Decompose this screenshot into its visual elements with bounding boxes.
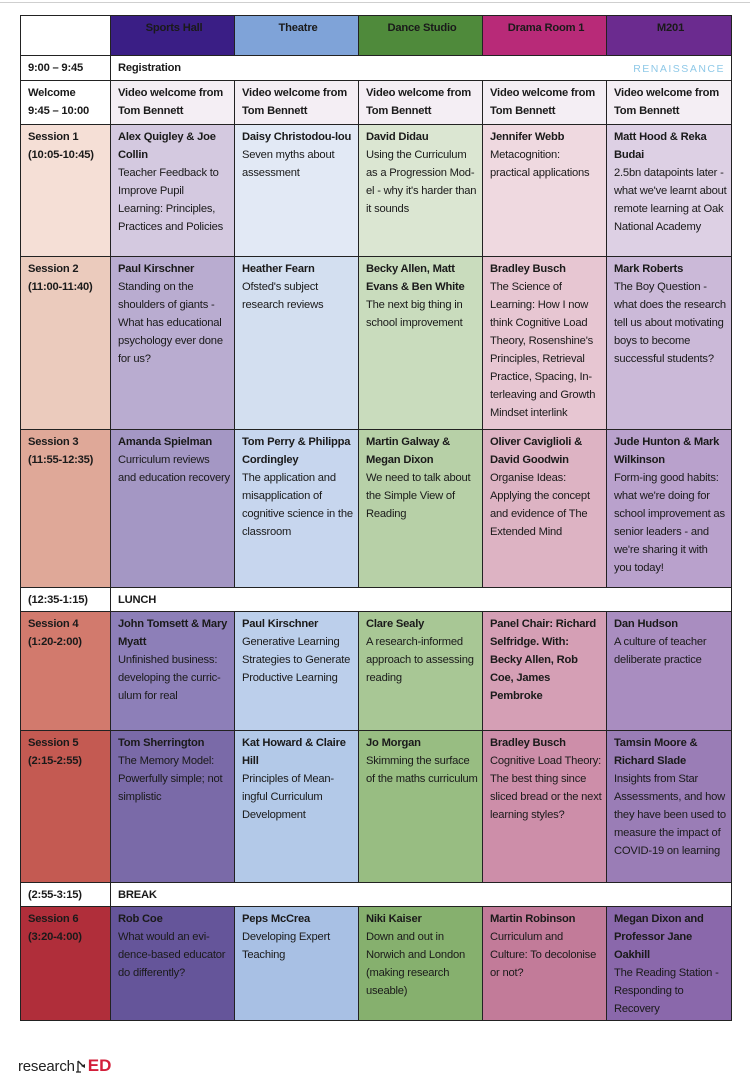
talk-title: Organise Ideas: Applying the concept and evidence of The Extended Mind — [490, 472, 590, 538]
session-2-time: (11:00-11:40) — [28, 281, 93, 293]
registration-label-cell — [111, 56, 732, 81]
speaker-name: Niki Kaiser — [366, 913, 422, 925]
talk-title: Skimming the surface of the maths curriculum — [366, 755, 478, 785]
speaker-name: Jennifer Webb — [490, 131, 565, 143]
session-6-time: (3:20-4:00) — [28, 931, 82, 943]
session-5-time: (2:15-2:55) — [28, 755, 82, 767]
room-header-sports-hall: Sports Hall — [111, 16, 235, 56]
talk-title: A culture of teacher deliberate practice — [614, 636, 707, 666]
welcome-time: 9:45 – 10:00 — [28, 105, 90, 117]
speaker-name: Paul Kirschner — [118, 263, 195, 275]
speaker-name: Martin Robinson — [490, 913, 576, 925]
talk-title: Developing Expert Teaching — [242, 931, 331, 961]
session-4-dance-studio-cell — [359, 612, 483, 731]
talk-title: Form-ing good habits: what we're doing for school improvement as senior leaders - and we're sharing it with you today! — [614, 472, 725, 574]
speaker-name: David Didau — [366, 131, 429, 143]
session-1-sports-hall-cell — [111, 125, 235, 257]
speaker-name: Matt Hood & Reka Budai — [614, 131, 707, 161]
session-4-m201-cell — [607, 612, 732, 731]
session-1-drama-room-1-cell — [483, 125, 607, 257]
talk-title: Seven myths about assessment — [242, 149, 335, 179]
speaker-name: Tamsin Moore & Richard Slade — [614, 737, 698, 767]
welcome-drama-room-1-cell — [483, 81, 607, 125]
talk-title: The Memory Model: Powerfully simple; not simplistic — [118, 755, 223, 803]
room-header-drama-room-1: Drama Room 1 — [483, 16, 607, 56]
talk-title: We need to talk about the Simple View of Reading — [366, 472, 471, 520]
session-3-drama-room-1-cell — [483, 430, 607, 588]
speaker-name: Video welcome from Tom Bennett — [242, 87, 347, 117]
session-5-m201-cell — [607, 731, 732, 883]
talk-title: Ofsted's subject research reviews — [242, 281, 324, 311]
session-5-theatre-cell — [235, 731, 359, 883]
session-2-drama-room-1-cell — [483, 257, 607, 430]
speaker-name: Bradley Busch — [490, 263, 566, 275]
speaker-name: Video welcome from Tom Bennett — [614, 87, 719, 117]
session-6-label-cell — [21, 907, 111, 1021]
break-label-cell — [111, 883, 732, 907]
talk-title: The Reading Station - Responding to Recovery — [614, 967, 719, 1015]
speaker-name: John Tomsett & Mary Myatt — [118, 618, 228, 648]
session-3-time: (11:55-12:35) — [28, 454, 94, 466]
session-2-m201-cell — [607, 257, 732, 430]
welcome-sports-hall-cell — [111, 81, 235, 125]
session-3-sports-hall-cell — [111, 430, 235, 588]
session-5-dance-studio-cell — [359, 731, 483, 883]
schedule-table — [20, 15, 732, 1021]
session-1-time: (10:05-10:45) — [28, 149, 94, 161]
session-2-theatre-cell — [235, 257, 359, 430]
welcome-label-cell — [21, 81, 111, 125]
session-1-name: Session 1 — [28, 131, 79, 143]
speaker-name: Oliver Caviglioli & David Goodwin — [490, 436, 582, 466]
session-6-m201-cell — [607, 907, 732, 1021]
session-4-name: Session 4 — [28, 618, 79, 630]
speaker-name: Becky Allen, Matt Evans & Ben White — [366, 263, 465, 293]
speaker-name: Panel Chair: Richard Selfridge. With: Becky Allen, Rob Coe, James Pembroke — [490, 618, 597, 702]
speaker-name: Video welcome from Tom Bennett — [490, 87, 595, 117]
session-6-dance-studio-cell — [359, 907, 483, 1021]
welcome-row — [21, 81, 732, 125]
session-2-dance-studio-cell — [359, 257, 483, 430]
talk-title: Standing on the shoulders of giants - What has educational psychology ever done for us? — [118, 281, 223, 365]
talk-title: Principles of Mean-ingful Curriculum Development — [242, 773, 334, 821]
session-3-name: Session 3 — [28, 436, 79, 448]
session-5-name: Session 5 — [28, 737, 79, 749]
logo-text-ed: ED — [87, 1056, 112, 1075]
session-5-sports-hall-cell — [111, 731, 235, 883]
welcome-dance-studio-cell — [359, 81, 483, 125]
speaker-name: Jude Hunton & Mark Wilkinson — [614, 436, 720, 466]
room-header-m201: M201 — [607, 16, 732, 56]
speaker-name: Martin Galway & Megan Dixon — [366, 436, 451, 466]
talk-title: Curriculum and Culture: To decolonise or not? — [490, 931, 597, 979]
speaker-name: Bradley Busch — [490, 737, 566, 749]
session-4-time: (1:20-2:00) — [28, 636, 82, 648]
session-3-m201-cell — [607, 430, 732, 588]
top-divider — [0, 2, 750, 3]
lunch-label-cell — [111, 588, 732, 612]
session-6-name: Session 6 — [28, 913, 79, 925]
talk-title: The next big thing in school improvement — [366, 299, 463, 329]
session-3-row — [21, 430, 732, 588]
break-label: BREAK — [118, 889, 157, 901]
session-2-name: Session 2 — [28, 263, 79, 275]
talk-title: Unfinished business: developing the curric-ulum for real — [118, 654, 221, 702]
room-header-dance-studio: Dance Studio — [359, 16, 483, 56]
session-1-dance-studio-cell — [359, 125, 483, 257]
session-2-sports-hall-cell — [111, 257, 235, 430]
talk-title: Teacher Feedback to Improve Pupil Learning: Principles, Practices and Policies — [118, 167, 224, 233]
research-ed-logo — [18, 1056, 111, 1076]
break-row — [21, 883, 732, 907]
logo-text-research: research — [18, 1057, 75, 1075]
session-4-label-cell — [21, 612, 111, 731]
speaker-name: Daisy Christodou-lou — [242, 131, 352, 143]
session-6-sports-hall-cell — [111, 907, 235, 1021]
session-4-drama-room-1-cell — [483, 612, 607, 731]
session-6-theatre-cell — [235, 907, 359, 1021]
speaker-name: Rob Coe — [118, 913, 163, 925]
session-4-theatre-cell — [235, 612, 359, 731]
speaker-name: Megan Dixon and Professor Jane Oakhill — [614, 913, 704, 961]
speaker-name: Clare Sealy — [366, 618, 425, 630]
session-4-sports-hall-cell — [111, 612, 235, 731]
registration-row — [21, 56, 732, 81]
talk-title: Using the Curriculum as a Progression Mod-el - why it's harder than it sounds — [366, 149, 477, 215]
speaker-name: Kat Howard & Claire Hill — [242, 737, 346, 767]
break-time: (2:55-3:15) — [21, 883, 111, 907]
session-3-label-cell — [21, 430, 111, 588]
talk-title: The Science of Learning: How I now think Cognitive Load Theory, Rosenshine's Principles, Retrieval Practice, Spacing, In-terleaving and Growth Mindset interlink — [490, 281, 596, 419]
session-1-theatre-cell — [235, 125, 359, 257]
speaker-name: Tom Sherrington — [118, 737, 205, 749]
talk-title: Insights from Star Assessments, and how they have been used to measure the impact of COVID-19 on learning — [614, 773, 726, 857]
speaker-name: Video welcome from Tom Bennett — [366, 87, 471, 117]
talk-title: The Boy Question - what does the research tell us about motivating boys to become successful students? — [614, 281, 726, 365]
talk-title: Down and out in Norwich and London (making research useable) — [366, 931, 466, 997]
session-5-label-cell — [21, 731, 111, 883]
lunch-time: (12:35-1:15) — [21, 588, 111, 612]
registration-label: Registration — [118, 62, 181, 74]
session-6-drama-room-1-cell — [483, 907, 607, 1021]
talk-title: The application and misapplication of cognitive science in the classroom — [242, 472, 353, 538]
talk-title: Cognitive Load Theory: The best thing since sliced bread or the next learning styles? — [490, 755, 602, 821]
corner-cell — [21, 16, 111, 56]
session-6-row — [21, 907, 732, 1021]
session-2-label-cell — [21, 257, 111, 430]
talk-title: Metacognition: practical applications — [490, 149, 590, 179]
session-3-theatre-cell — [235, 430, 359, 588]
speaker-name: Video welcome from Tom Bennett — [118, 87, 223, 117]
welcome-m201-cell — [607, 81, 732, 125]
speaker-name: Amanda Spielman — [118, 436, 212, 448]
speaker-name: Dan Hudson — [614, 618, 678, 630]
lamp-icon — [76, 1059, 86, 1073]
session-1-row — [21, 125, 732, 257]
room-header-theatre: Theatre — [235, 16, 359, 56]
registration-time: 9:00 – 9:45 — [21, 56, 111, 81]
session-5-row — [21, 731, 732, 883]
speaker-name: Paul Kirschner — [242, 618, 319, 630]
talk-title: A research-informed approach to assessing reading — [366, 636, 474, 684]
renaissance-logo: RENAISSANCE — [633, 63, 725, 75]
lunch-label: LUNCH — [118, 594, 157, 606]
talk-title: What would an evi-dence-based educator do differently? — [118, 931, 226, 979]
session-4-row — [21, 612, 732, 731]
speaker-name: Heather Fearn — [242, 263, 315, 275]
speaker-name: Tom Perry & Philippa Cordingley — [242, 436, 351, 466]
room-header-row — [21, 16, 732, 56]
speaker-name: Peps McCrea — [242, 913, 311, 925]
session-1-m201-cell — [607, 125, 732, 257]
session-3-dance-studio-cell — [359, 430, 483, 588]
session-5-drama-room-1-cell — [483, 731, 607, 883]
speaker-name: Mark Roberts — [614, 263, 684, 275]
speaker-name: Jo Morgan — [366, 737, 421, 749]
speaker-name: Alex Quigley & Joe Collin — [118, 131, 216, 161]
session-1-label-cell — [21, 125, 111, 257]
welcome-name: Welcome — [28, 87, 76, 99]
talk-title: 2.5bn datapoints later - what we've learnt about remote learning at Oak National Academy — [614, 167, 727, 233]
talk-title: Curriculum reviews and education recovery — [118, 454, 230, 484]
welcome-theatre-cell — [235, 81, 359, 125]
lunch-row — [21, 588, 732, 612]
session-2-row — [21, 257, 732, 430]
talk-title: Generative Learning Strategies to Generate Productive Learning — [242, 636, 351, 684]
